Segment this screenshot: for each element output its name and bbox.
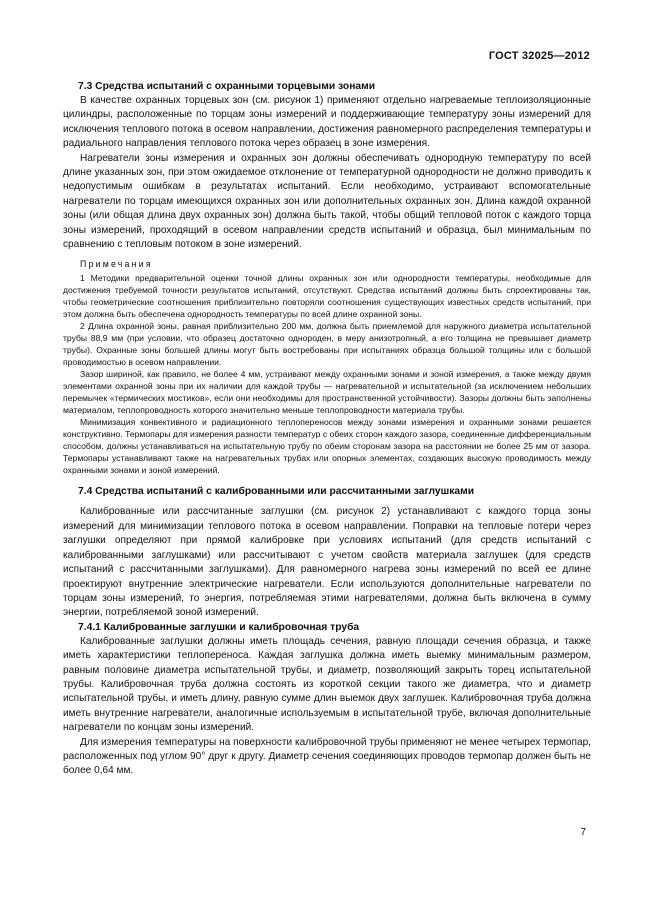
section-heading-7-4: 7.4 Средства испытаний с калиброванными или рассчитанными заглушками <box>78 486 475 498</box>
section-heading-7-3: 7.3 Средства испытаний с охранными торцевыми зонами <box>78 81 376 92</box>
paragraph: Нагреватели зоны измерения и охранных зон должны обеспечивать однородную температуру по всей длине указанных зон, при этом ожидаемое отклонение от температурной однородности не должно приводить к недопустимым ошибкам в результатах испытаний. Если необходимо, устраивают вспомогательные нагреватели по торцам имеющихся охранных зон или дополнительных охранных зон. Длина каждой охранной зоны (или общая длина двух охранных зон) должна быть такой, чтобы общий тепловой поток с каждого торца зоны измерений, проходящий в осевом направлении средств испытаний и образца, был минимальным по сравнению с тепловым потоком в зоне измерений. <box>63 152 591 251</box>
paragraph: Для измерения температуры на поверхности калибровочной трубы применяют не менее четырех термопар, расположенных под углом 90° друг к другу. Диаметр сечения соединяющих проводов термопар должен быть не более 0,64 мм. <box>63 736 591 777</box>
page-number: 7 <box>580 827 586 838</box>
note-item: 2 Длина охранной зоны, равная приблизительно 200 мм, должна быть приемлемой для наружного диаметра испытательной трубы 88,9 мм (при условии, что образец достаточно однороден, в меру анизотропный, а его толщина не превышает диаметр трубы). Охранные зоны большей длины могут быть востребованы при испытаниях образца большой толщины или с большой проводимостью в осевом направлении. <box>63 321 591 368</box>
paragraph: В качестве охранных торцевых зон (см. рисунок 1) применяют отдельно нагреваемые теплоизоляционные цилиндры, расположенные по торцам зоны измерений и поддерживающие температуру зоны измерений для исключения теплового потока в осевом направлении, достижения равномерного распределения температуры и радиального направления теплового потока через образец в зоне измерения. <box>63 95 591 150</box>
standard-header: ГОСТ 32025—2012 <box>488 50 590 62</box>
note-item: Минимизация конвективного и радиационного теплопереносов между зонами измерения и охранными зонами решается конструктивно. Термопары для измерения разности температур с обеих сторон каждого зазора, соединенные дифференциальным способом, должны устанавливаться на испытательную трубу по обеим сторонам зазора на расстоянии не более 25 мм от зазора. Термопары устанавливают также на нагревательных трубах или опорных элементах, создающих высокую проводимость между охранными зонами и зоной измерений. <box>63 417 591 476</box>
section-heading-7-4-1: 7.4.1 Калиброванные заглушки и калибровочная труба <box>78 621 360 633</box>
paragraph: Калиброванные или рассчитанные заглушки (см. рисунок 2) устанавливают с каждого торца зоны измерений для минимизации теплового потока в осевом направлении. Поправки на тепловые потери через заглушки определяют при прямой калибровке при условиях испытаний (для средств испытаний с калиброванными заглушками) или рассчитывают с учетом свойств материала заглушек (для средств испытаний с рассчитанными заглушками). Для равномерного нагрева зоны измерений по всей ее длине проектируют внутренние электрические нагреватели. Если используются дополнительные нагреватели по торцам зоны измерений, то энергия, потребляемая этими нагревателями, должна быть включена в сумму энергии, потребляемой зоной измерений. <box>63 506 591 619</box>
notes-block <box>63 258 591 476</box>
paragraph: Калиброванные заглушки должны иметь площадь сечения, равную площади сечения образца, и также иметь характеристики теплопереноса. Каждая заглушка должна иметь выемку минимальным размером, равным половине диаметра испытательной трубы, и диаметр, позволяющий закрыть торец испытательной трубы. Калибровочная труба должна состоять из короткой секции такого же диаметра, что и диаметр испытательной трубы, и иметь длину, равную сумме длин выемок двух заглушек. Калибровочная труба должна иметь внутренние нагреватели, аналогичные используемым в испытательной трубе, включая дополнительные нагреватели по концам зоны измерений. <box>63 635 591 734</box>
note-item: 1 Методики предварительной оценки точной длины охранных зон или однородности температуры, необходимые для достижения требуемой точности результатов испытаний, отсутствуют. Средства испытаний должны быть спроектированы так, чтобы геометрические соотношения приблизительно повторяли соотношения существующих известных средств испытаний, при этом должна быть обеспечена однородность температуры по всей длине охранной зоны. <box>63 273 591 320</box>
note-item: Зазор шириной, как правило, не более 4 мм, устраивают между охранными зонами и зоной измерения, а также между двумя элементами охранной зоны при их наличии для каждой трубы — нагревательной и испытательной (за исключением небольших перемычек «термических мостиков», если они необходимы для пространственной устойчивости). Зазоры должны быть заполнены материалом, теплопроводность которого значительно меньше теплопроводности материала трубы. <box>63 369 591 416</box>
notes-title: Примечания <box>80 259 153 270</box>
page-content <box>63 80 591 779</box>
